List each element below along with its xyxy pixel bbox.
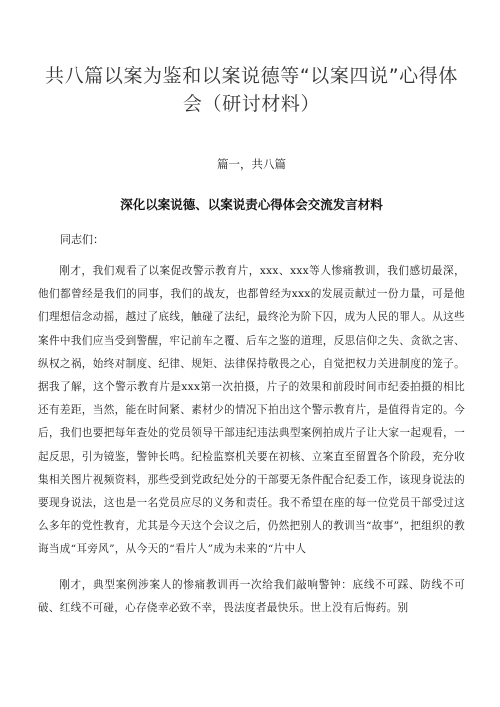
body-paragraph: 刚才，典型案例涉案人的惨痛教训再一次给我们敲响警钟：底线不可踩、防线不可破、红线不可碰，心存侥幸必致不幸，畏法度者最快乐。世上没有后悔药。别: [38, 578, 465, 614]
speech-title: 深化以案说德、以案说责心得体会交流发言材料: [120, 197, 383, 212]
document-title: 共八篇以案为鉴和以案说德等“以案四说”心得体会（研讨材料）: [45, 65, 458, 115]
section-label: 篇一，共八篇: [217, 157, 286, 171]
body-paragraph: 刚才，我们观看了以案促改警示教育片，xxx、xxx等人惨痛教训，我们感切最深，他们都曾经是我们的同事，我们的战友，也都曾经为xxx的发展贡献过一份力量，可是他们理想信念动摇，越过了底线，触碰了法纪，最终沦为阶下囚，成为人民的罪人。从这些案件中我们应当受到警醒，牢记前车之覆、后车之鉴的道理，反思信仰之失、贪欲之害、纵权之祸，始终对制度、纪律、规矩、法律保持敬畏之心，自觉把权力关进制度的笼子。据我了解，这个警示教育片是xxx第一次拍摄，片子的效果和前段时间市纪委拍摄的相比还有差距，当然，能在时间紧、素材少的情况下拍出这个警示教育片，是值得肯定的。今后，我们也要把每年查处的党员领导干部违纪违法典型案例拍成片子让大家一起观看，一起反思，引为镜鉴，警钟长鸣。纪检监察机关要在初核、立案直至留置各个阶段，充分收集相关图片视频资料，那些受到党政纪处分的干部要无条件配合纪委工作，该现身说法的要现身说法，这也是一名党员应尽的义务和责任。我不希望在座的每一位党员干部受过这么多年的党性教育，尤其是今天这个会议之后，仍然把别人的教训当“故事”，把组织的教诲当成“耳旁风”，从今天的“看片人”成为未来的“片中人: [38, 265, 465, 556]
salutation: 同志们：: [60, 233, 104, 246]
